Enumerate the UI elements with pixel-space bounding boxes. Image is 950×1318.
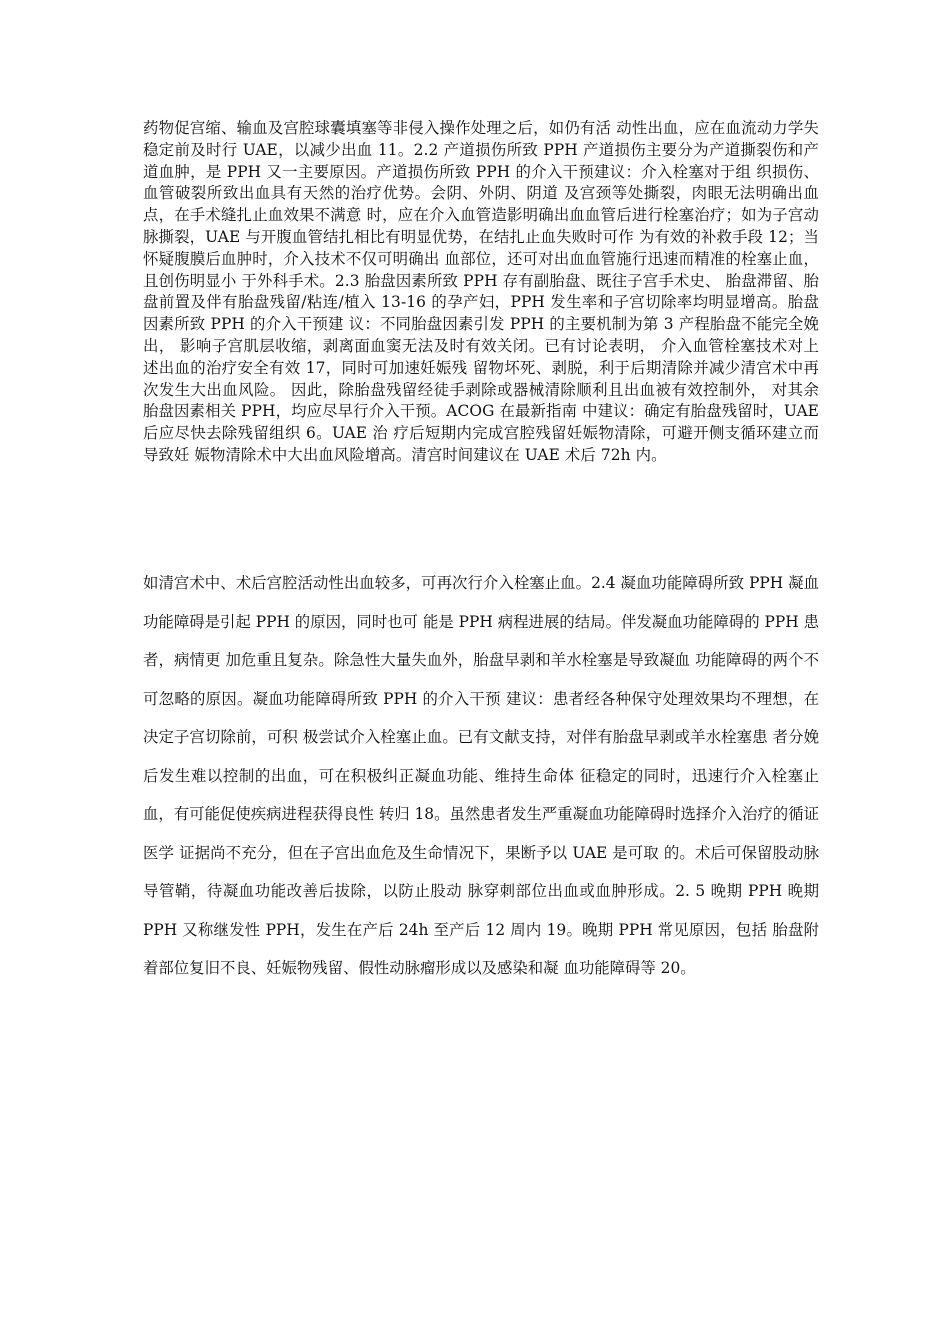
paragraph-dense: 药物促宫缩、输血及宫腔球囊填塞等非侵入操作处理之后，如仍有活 动性出血，应在血流动力学失稳定前及时行 UAE，以减少出血 11。2.2 产道损伤所致 PPH 产道损伤主要分为产道撕裂伤和产道血肿，是 PPH 又一主要原因。产道损伤所致 PPH 的介入干预建议：介入栓塞对于组 织损伤、血管破裂所致出血具有天然的治疗优势。会阴、外阴、阴道 及宫颈等处撕裂，肉眼无法明确出血点，在手术缝扎止血效果不满意 时，应在介入血管造影明确出血血管后进行栓塞治疗；如为子宫动脉撕裂，UAE 与开腹血管结扎相比有明显优势，在结扎止血失败时可作 为有效的补救手段 12；当怀疑腹膜后血肿时，介入技术不仅可明确出 血部位，还可对出血血管施行迅速而精准的栓塞止血，且创伤明显小 于外科手术。2.3 胎盘因素所致 PPH 存有副胎盘、既往子宫手术史、 胎盘滞留、胎盘前置及伴有胎盘残留/粘连/植入 13-16 的孕产妇，PPH 发生率和子宫切除率均明显增高。胎盘因素所致 PPH 的介入干预建 议：不同胎盘因素引发 PPH 的主要机制为第 3 产程胎盘不能完全娩出， 影响子宫肌层收缩，剥离面血窦无法及时有效关闭。已有讨论表明， 介入血管栓塞技术对上述出血的治疗安全有效 17，同时可加速妊娠残 留物坏死、剥脱，利于后期清除并减少清宫术中再次发生大出血风险。 因此，除胎盘残留经徒手剥除或器械清除顺利且出血被有效控制外， 对其余胎盘因素相关 PPH，均应尽早行介入干预。ACOG 在最新指南 中建议：确定有胎盘残留时，UAE 后应尽快去除残留组织 6。UAE 治 疗后短期内完成宫腔残留妊娠物清除，可避开侧支循环建立而导致妊 娠物清除术中大出血风险增高。清宫时间建议在 UAE 术后 72h 内。 bbox=[143, 119, 819, 464]
body-text-spaced: 如清宫术中、术后宫腔活动性出血较多，可再次行介入栓塞止血。2.4 凝血功能障碍所致 PPH 凝血功能障碍是引起 PPH 的原因，同时也可 能是 PPH 病程进展的结局。伴发凝血功能障碍的 PPH 患者，病情更 加危重且复杂。除急性大量失血外，胎盘早剥和羊水栓塞是导致凝血 功能障碍的两个不可忽略的原因。凝血功能障碍所致 PPH 的介入干预 建议：患者经各种保守处理效果均不理想，在决定子宫切除前，可积 极尝试介入栓塞止血。已有文献支持，对伴有胎盘早剥或羊水栓塞患 者分娩后发生难以控制的出血，可在积极纠正凝血功能、维持生命体 征稳定的同时，迅速行介入栓塞止血，有可能促使疾病进程获得良性 转归 18。虽然患者发生严重凝血功能障碍时选择介入治疗的循证医学 证据尚不充分，但在子宫出血危及生命情况下，果断予以 UAE 是可取 的。术后可保留股动脉导管鞘，待凝血功能改善后拔除，以防止股动 脉穿刺部位出血或血肿形成。2. 5 晚期 PPH 晚期 PPH 又称继发性 PPH，发生在产后 24h 至产后 12 周内 19。晚期 PPH 常见原因，包括 胎盘附着部位复旧不良、妊娠物残留、假性动脉瘤形成以及感染和凝 血功能障碍等 20。 bbox=[143, 574, 819, 977]
body-text-dense bbox=[143, 118, 819, 467]
